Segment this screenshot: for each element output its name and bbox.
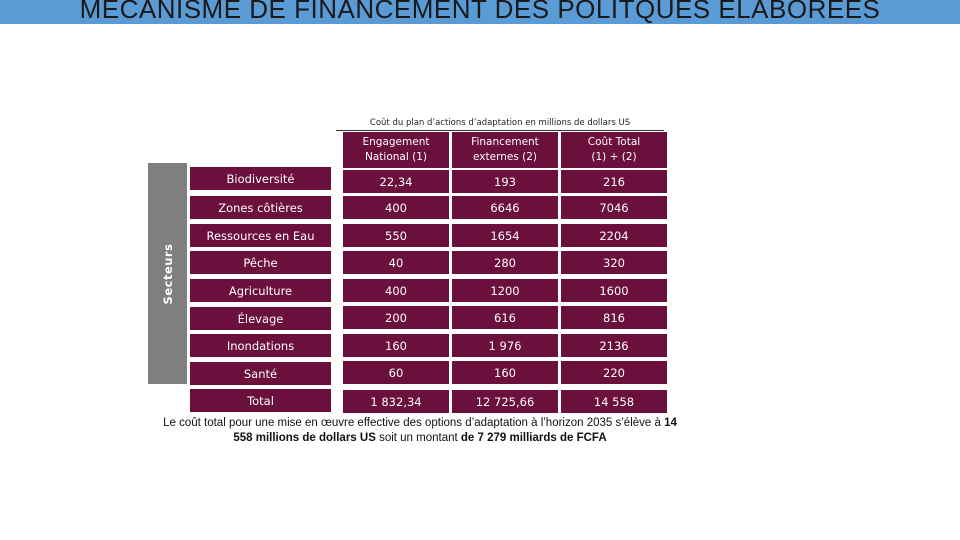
row-label-sante: Santé: [190, 362, 331, 385]
table-cell: 616: [452, 306, 558, 329]
header-line: externes (2): [473, 151, 537, 163]
note-amount-usd: 14 558 millions de dollars US: [233, 417, 677, 444]
table-cell: 550: [343, 224, 449, 247]
table-cell: 1600: [561, 279, 667, 302]
sectors-side-panel: [148, 163, 187, 384]
table-cell: 220: [561, 361, 667, 384]
row-label-biodiversite: Biodiversité: [190, 167, 331, 190]
table-cell: 816: [561, 306, 667, 329]
table-caption: Coût du plan d’actions d’adaptation en millions de dollars US: [369, 118, 631, 128]
table-cell: 160: [343, 334, 449, 357]
header-line: Engagement: [362, 136, 430, 148]
row-label-elevage: Élevage: [190, 307, 331, 330]
row-label-ressources-en-eau: Ressources en Eau: [190, 224, 331, 247]
row-label-agriculture: Agriculture: [190, 279, 331, 302]
table-cell: 280: [452, 251, 558, 274]
table-cell: 2204: [561, 224, 667, 247]
caption-divider: [336, 130, 664, 131]
table-cell: 160: [452, 361, 558, 384]
row-label-total: Total: [190, 389, 331, 412]
header-cout-total: [561, 132, 667, 168]
table-cell: 7046: [561, 196, 667, 219]
page-title: MECANISME DE FINANCEMENT DES POLITQUES ELABOREES: [79, 0, 881, 24]
header-financement-externes: [452, 132, 558, 168]
note-text: soit un montant: [375, 432, 461, 444]
table-cell: 400: [343, 279, 449, 302]
note-amount-fcfa: de 7 279 milliards de FCFA: [460, 432, 607, 444]
table-cell: 1654: [452, 224, 558, 247]
summary-note: [160, 416, 680, 446]
table-cell: 193: [452, 170, 558, 193]
table-cell: 200: [343, 306, 449, 329]
header-engagement-national: [343, 132, 449, 168]
row-label-zones-cotieres: Zones côtières: [190, 196, 331, 219]
header-line: Financement: [471, 136, 539, 148]
note-text: Le coût total pour une mise en œuvre effective des options d’adaptation à l’horizon 2035 s’élève à: [163, 417, 665, 429]
table-cell: 60: [343, 361, 449, 384]
header-line: (1) + (2): [591, 151, 637, 163]
table-cell: 320: [561, 251, 667, 274]
table-cell: 1200: [452, 279, 558, 302]
table-cell: 40: [343, 251, 449, 274]
table-cell: 1 976: [452, 334, 558, 357]
sectors-label: Secteurs: [160, 243, 175, 304]
table-cell: 216: [561, 170, 667, 193]
row-label-inondations: Inondations: [190, 334, 331, 357]
header-line: National (1): [365, 151, 427, 163]
total-cell: 1 832,34: [343, 390, 449, 413]
table-cell: 2136: [561, 334, 667, 357]
table-cell: 6646: [452, 196, 558, 219]
total-cell: 12 725,66: [452, 390, 558, 413]
header-line: Coût Total: [587, 136, 641, 148]
table-cell: 22,34: [343, 170, 449, 193]
row-label-peche: Pêche: [190, 251, 331, 274]
total-cell: 14 558: [561, 390, 667, 413]
table-cell: 400: [343, 196, 449, 219]
